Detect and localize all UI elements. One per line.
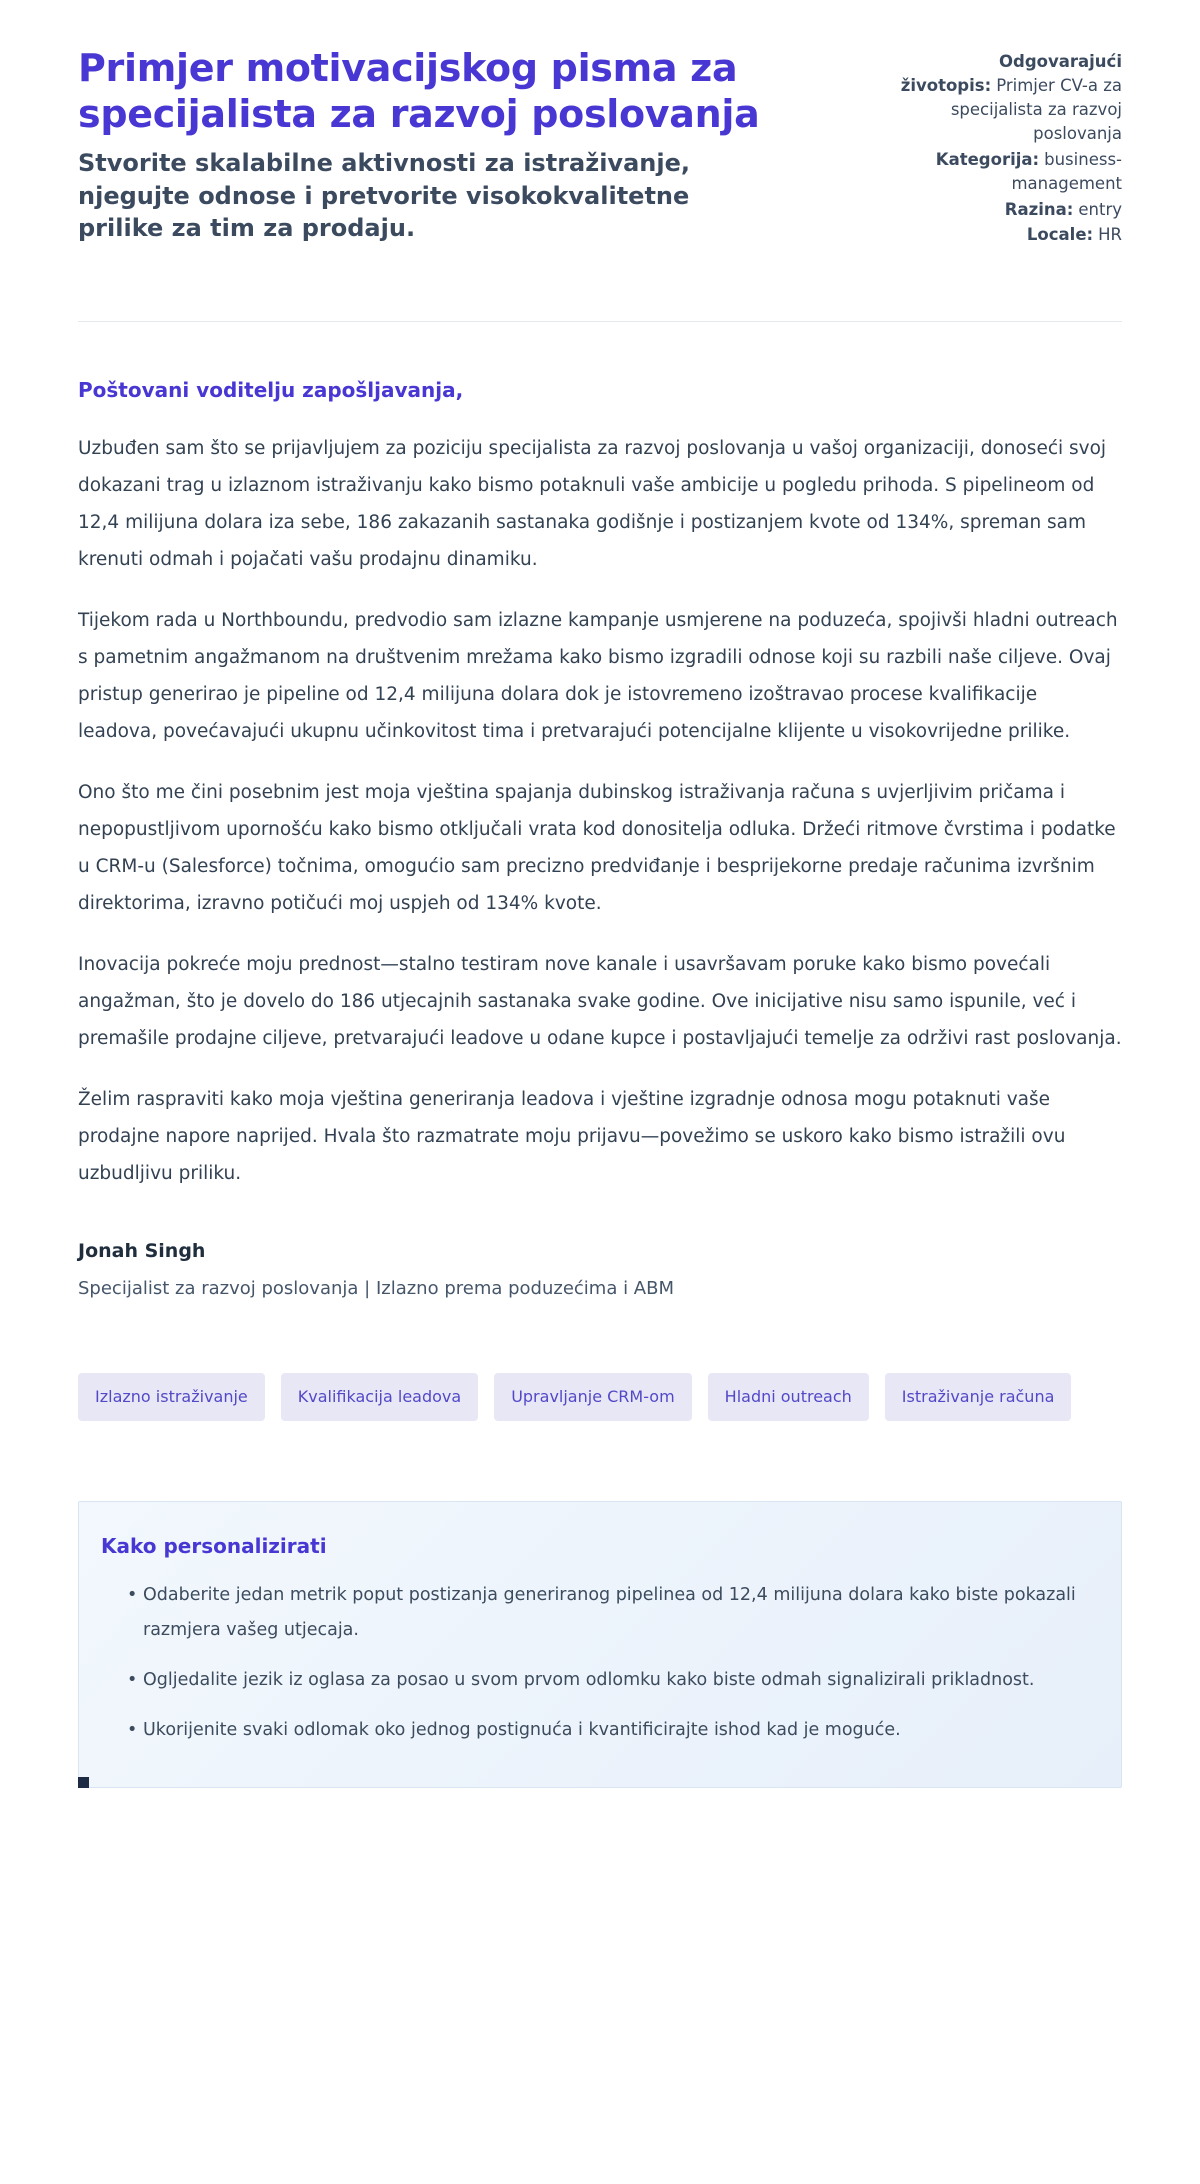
header-title-block bbox=[78, 46, 778, 244]
meta-level bbox=[857, 198, 1122, 222]
letter-body bbox=[78, 378, 1122, 1299]
meta-category bbox=[857, 148, 1122, 196]
page-title: Primjer motivacijskog pisma za specijalista za razvoj poslovanja bbox=[78, 46, 760, 136]
meta-matching-resume bbox=[857, 50, 1122, 146]
meta-value: Primjer CV-a za specijalista za razvoj poslovanja bbox=[950, 75, 1122, 143]
paragraph-3: Ono što me čini posebnim jest moja vještina spajanja dubinskog istraživanja računa s uvjerljivim pričama i nepopustljivom upornošću kako bismo otključali vrata kod donositelja odluka. Držeći ritmove čvrstima i podatke u CRM-u (Salesforce) točnima, omogućio sam precizno predviđanje i besprijekorne predaje računima izvršnim direktorima, izravno potičući moj uspjeh od 134% kvote. bbox=[78, 782, 1116, 915]
signature-name: Jonah Singh bbox=[78, 1240, 206, 1263]
tag-hladni-outreach[interactable]: Hladni outreach bbox=[708, 1373, 869, 1421]
meta-value: HR bbox=[1098, 225, 1122, 245]
signature-role: Specijalist za razvoj poslovanja | Izlazno prema poduzećima i ABM bbox=[78, 1278, 675, 1300]
tag-istrazivanje-racuna[interactable]: Istraživanje računa bbox=[885, 1373, 1072, 1421]
meta-label: Razina: bbox=[1004, 199, 1074, 219]
meta-value: business-management bbox=[1011, 149, 1122, 193]
meta-label: Locale: bbox=[1026, 225, 1094, 245]
paragraph-5: Želim raspraviti kako moja vještina generiranja leadova i vještine izgradnje odnosa mogu potaknuti vaše prodajne napore naprijed. Hvala što razmatrate moju prijavu—povežimo se uskoro kako bismo istražili ovu uzbudljivu priliku. bbox=[78, 1089, 1066, 1185]
personalize-bullet-3 bbox=[127, 1713, 1093, 1747]
bullet-text: Ukorijenite svaki odlomak oko jednog postignuća i kvantificirajte ishod kad je moguće. bbox=[143, 1719, 901, 1740]
paragraph-4: Inovacija pokreće moju prednost—stalno testiram nove kanale i usavršavam poruke kako bismo povećali angažman, što je dovelo do 186 utjecajnih sastanaka svake godine. Ove inicijative nisu samo ispunile, već i premašile prodajne ciljeve, pretvarajući leadove u odane kupce i postavljajući temelje za održivi rast poslovanja. bbox=[78, 954, 1122, 1050]
page-header bbox=[78, 46, 1122, 249]
skill-tags bbox=[78, 1373, 1122, 1421]
meta-label: Odgovarajući životopis: bbox=[900, 52, 1122, 95]
personalize-box bbox=[78, 1501, 1122, 1788]
tag-kvalifikacija-leadova[interactable]: Kvalifikacija leadova bbox=[281, 1373, 478, 1421]
divider bbox=[78, 321, 1122, 322]
tag-upravljanje-crm-om[interactable]: Upravljanje CRM-om bbox=[494, 1373, 691, 1421]
bullet-text: Odaberite jedan metrik poput postizanja generiranog pipelinea od 12,4 milijuna dolara kako biste pokazali razmjera vašeg utjecaja. bbox=[143, 1585, 1076, 1640]
corner-accent bbox=[78, 1777, 89, 1788]
tag-izlazno-istrazivanje[interactable]: Izlazno istraživanje bbox=[78, 1373, 265, 1421]
page-subtitle: Stvorite skalabilne aktivnosti za istraživanje, njegujte odnose i pretvorite visokokvalitetne prilike za tim za prodaju. bbox=[78, 149, 690, 242]
paragraph-2: Tijekom rada u Northboundu, predvodio sam izlazne kampanje usmjerene na poduzeća, spojivši hladni outreach s pametnim angažmanom na društvenim mrežama kako bismo izgradili odnose koji su razbili naše ciljeve. Ovaj pristup generirao je pipeline od 12,4 milijuna dolara dok je istovremeno izoštravao procese kvalifikacije leadova, povećavajući ukupnu učinkovitost tima i pretvarajući potencijalne klijente u visokovrijedne prilike. bbox=[78, 610, 1118, 743]
bullet-text: Ogljedalite jezik iz oglasa za posao u svom prvom odlomku kako biste odmah signalizirali prikladnost. bbox=[143, 1669, 1035, 1690]
meta-value: entry bbox=[1078, 199, 1122, 219]
meta-locale bbox=[857, 223, 1122, 247]
personalize-list bbox=[101, 1578, 1093, 1747]
personalize-bullet-1 bbox=[127, 1578, 1093, 1646]
meta-label: Kategorija: bbox=[935, 149, 1040, 169]
greeting: Poštovani voditelju zapošljavanja, bbox=[78, 378, 464, 403]
personalize-title: Kako personalizirati bbox=[101, 1534, 327, 1559]
personalize-bullet-2 bbox=[127, 1663, 1093, 1697]
meta-panel bbox=[857, 46, 1122, 249]
paragraph-1: Uzbuđen sam što se prijavljujem za poziciju specijalista za razvoj poslovanja u vašoj organizaciji, donoseći svoj dokazani trag u izlaznom istraživanju kako bismo potaknuli vaše ambicije u pogledu prihoda. S pipelineom od 12,4 milijuna dolara iza sebe, 186 zakazanih sastanaka godišnje i postizanjem kvote od 134%, spreman sam krenuti odmah i pojačati vašu prodajnu dinamiku. bbox=[78, 438, 1107, 571]
